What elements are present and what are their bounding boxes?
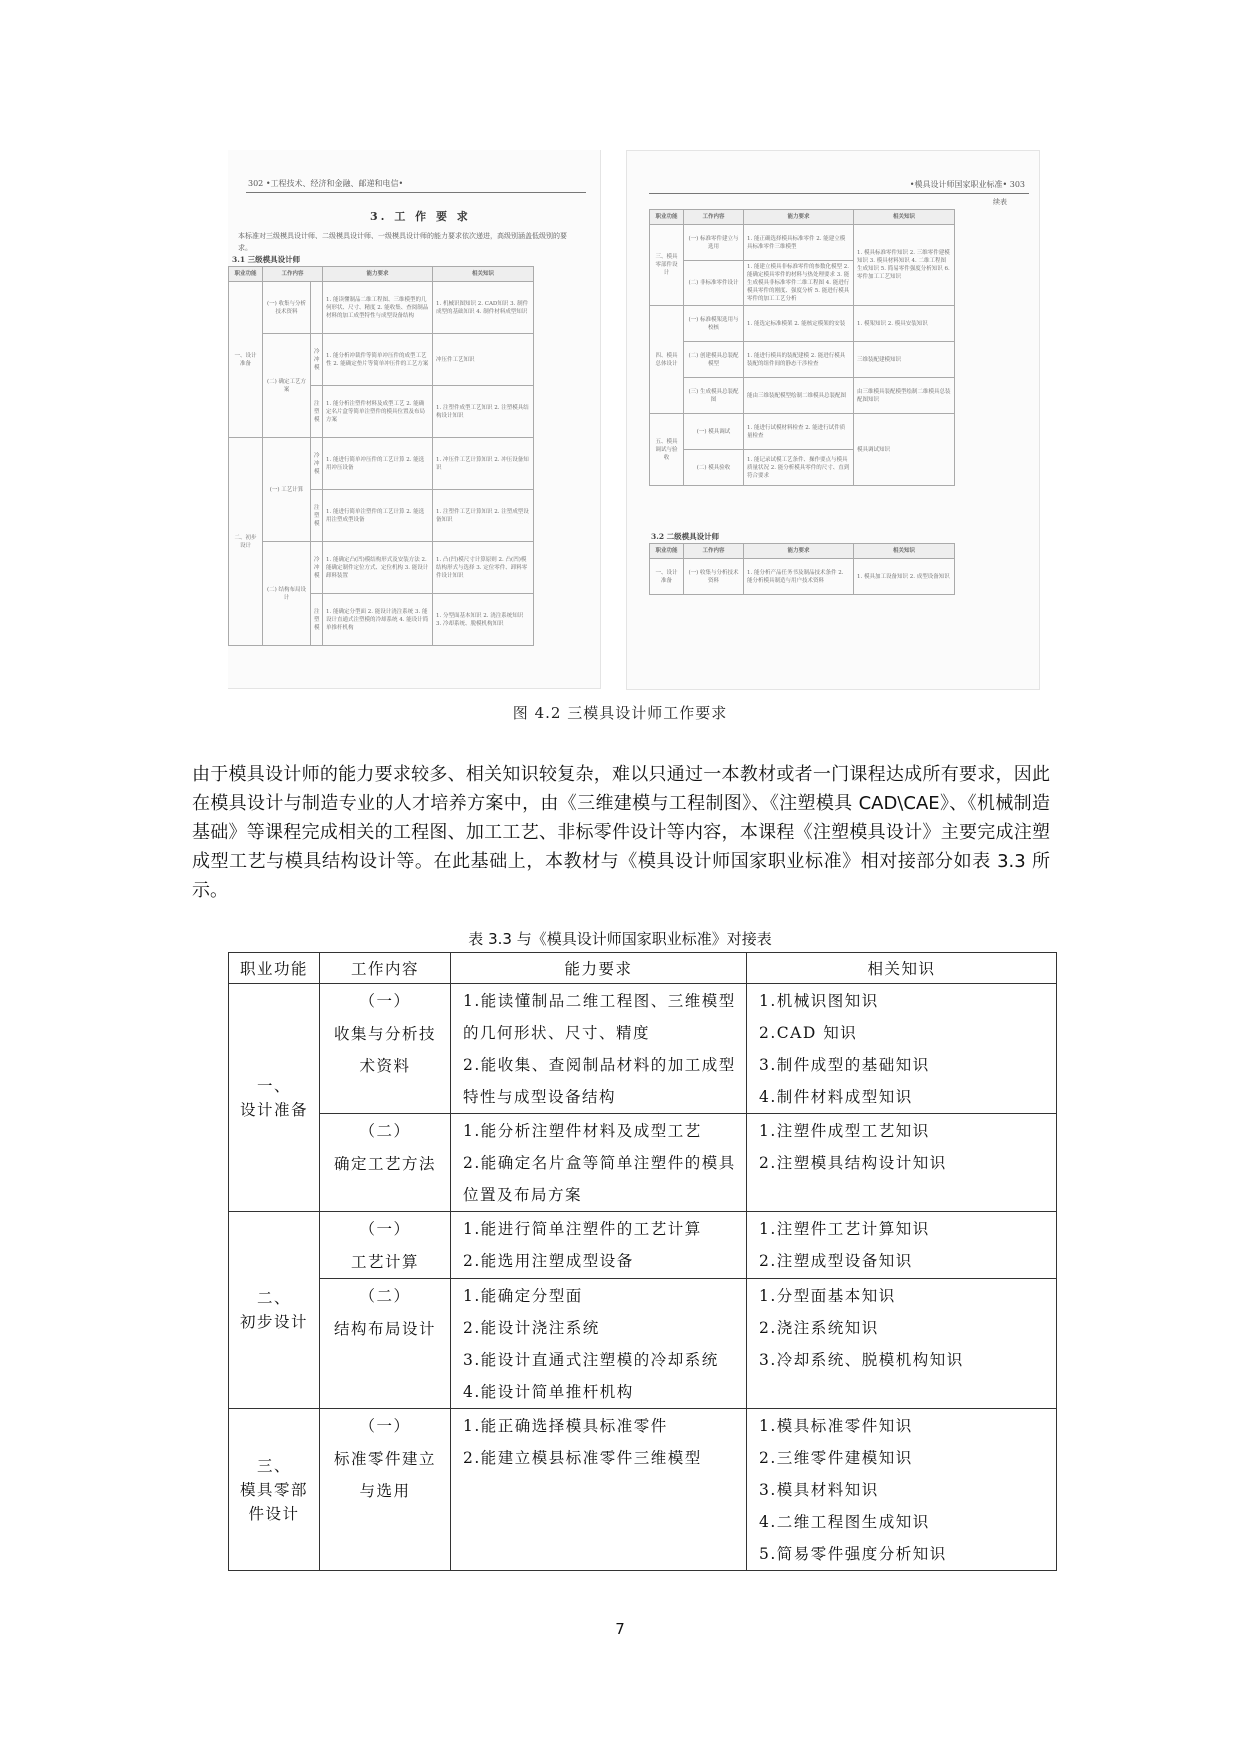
figure-table-row — [229, 282, 534, 334]
work-content-line: （一） — [359, 1417, 411, 1435]
figure-sub-cell: 冷冲模 — [311, 334, 323, 386]
work-content-line: （二） — [359, 1122, 411, 1140]
figure-table-header-row — [229, 267, 534, 282]
figure-func-cell: 一、设计准备 — [650, 559, 684, 595]
figure-knowledge-cell: 1. 机械识图知识 2. CAD知识 3. 制件成型的基础知识 4. 制件材料成型知识 — [433, 282, 534, 334]
figure-ability-cell: 1. 能选定标准模架 2. 能核定模架的安装 — [744, 306, 854, 342]
ability-line: 1.能正确选择模具标准零件 — [463, 1417, 668, 1435]
header-cell: 工作内容 — [320, 953, 451, 984]
figure-ability-cell: 1. 能分析产品任务书及制品技术条件 2. 能分析模具制造与用户技术资料 — [744, 559, 854, 595]
figure-work-cell: (一) 标准零件建立与选用 — [684, 225, 744, 261]
figure-table-header-row — [650, 544, 955, 559]
figure-knowledge-cell: 模具调试知识 — [854, 414, 955, 486]
job-function-line: 三、 — [256, 1456, 291, 1475]
figure-table-row — [229, 542, 534, 594]
job-function-line: 模具零部 — [239, 1480, 308, 1499]
figure-work-cell: (二) 确定工艺方案 — [263, 334, 311, 438]
knowledge-line: 2.三维零件建模知识 — [759, 1449, 913, 1467]
figure-sub-cell — [311, 282, 323, 334]
figure-work-cell: (一) 模具调试 — [684, 414, 744, 450]
figure-sub-cell: 注塑模 — [311, 490, 323, 542]
figure-sub-cell: 冷冲模 — [311, 542, 323, 594]
figure-ability-cell: 1. 能分析注塑件材料及成型工艺 2. 能确定名片盒等简单注塑件的模具位置及布局方案 — [323, 386, 433, 438]
knowledge-line: 4.制件材料成型知识 — [759, 1088, 913, 1106]
table-row — [229, 1114, 1057, 1212]
figure-header-cell: 相关知识 — [854, 544, 955, 559]
figure-work-cell: (一) 收集与分析技术资料 — [684, 559, 744, 595]
ability-line: 3.能设计直通式注塑模的冷却系统 — [463, 1351, 719, 1369]
job-function-line: 件设计 — [248, 1504, 300, 1523]
figure-title: 3. 工 作 要 求 — [370, 210, 471, 223]
page-number: 7 — [615, 1620, 625, 1638]
ability-line: 2.能确定名片盒等简单注塑件的模具 — [463, 1154, 736, 1172]
figure-table-row — [650, 342, 955, 378]
figure-ability-cell: 1. 能进行模具的装配建模 2. 能进行模具装配的组件间的静态干涉检查 — [744, 342, 854, 378]
ability-line: 2.能建立模县标准零件三维模型 — [463, 1449, 702, 1467]
knowledge-line: 2.注塑模具结构设计知识 — [759, 1154, 947, 1172]
standards-mapping-table — [228, 952, 1057, 1571]
figure-knowledge-cell: 1. 注塑件成型工艺知识 2. 注塑模具结构设计知识 — [433, 386, 534, 438]
figure-knowledge-cell: 由三维模具装配模型绘制二维模具总装配图知识 — [854, 378, 955, 414]
ability-line: 1.能进行简单注塑件的工艺计算 — [463, 1220, 702, 1238]
figure-ability-cell: 1. 能进行试模材料检查 2. 能进行试件质量检查 — [744, 414, 854, 450]
knowledge-line: 1.模具标准零件知识 — [759, 1417, 913, 1435]
figure-caption: 图 4.2 三模具设计师工作要求 — [512, 704, 728, 722]
figure-table-row — [229, 334, 534, 386]
figure-func-cell: 四、模具总体设计 — [650, 306, 684, 414]
figure-header-cell: 职业功能 — [650, 544, 684, 559]
work-content-line: 术资料 — [359, 1057, 411, 1075]
figure-func-cell: 一、设计准备 — [229, 282, 263, 438]
table-caption: 表 3.3 与《模具设计师国家职业标准》对接表 — [468, 930, 772, 948]
ability-cell — [451, 1279, 747, 1409]
table-row — [229, 1409, 1057, 1571]
ability-cell — [451, 1114, 747, 1212]
work-content-cell — [320, 1279, 451, 1409]
figure-knowledge-cell: 1. 模具加工设备知识 2. 成型设备知识 — [854, 559, 955, 595]
knowledge-line: 3.模具材料知识 — [759, 1481, 879, 1499]
figure-table-row — [650, 306, 955, 342]
job-function-cell — [229, 984, 320, 1212]
job-function-line: 设计准备 — [239, 1100, 308, 1119]
knowledge-line: 1.注塑件成型工艺知识 — [759, 1122, 930, 1140]
figure-header-cell: 工作内容 — [684, 544, 744, 559]
figure-func-cell: 二、初步设计 — [229, 438, 263, 646]
figure-knowledge-cell: 1. 注塑件工艺计算知识 2. 注塑成型设备知识 — [433, 490, 534, 542]
ability-line: 2.能选用注塑成型设备 — [463, 1252, 634, 1270]
figure-header-cell: 能力要求 — [744, 210, 854, 225]
figure-header-cell: 职业功能 — [229, 267, 263, 282]
ability-cell — [451, 1212, 747, 1279]
figure-ability-cell: 1. 能读懂制品二维工程图、三维模型的几何形状、尺寸、精度 2. 能收集、查阅制品材料的加工成型特性与成型设备结构 — [323, 282, 433, 334]
figure-table-row — [229, 438, 534, 490]
knowledge-cell — [747, 1114, 1057, 1212]
work-content-cell — [320, 1212, 451, 1279]
figure-work-cell: (二) 结构布局设计 — [263, 542, 311, 646]
figure-ability-cell: 1. 能确定分型面 2. 能设计浇注系统 3. 能设计直通式注塑模的冷却系统 4. 能设计简单推杆机构 — [323, 594, 433, 646]
ability-line: 1.能确定分型面 — [463, 1287, 583, 1305]
figure-knowledge-cell: 冲压件工艺知识 — [433, 334, 534, 386]
figure-header-cell: 相关知识 — [433, 267, 534, 282]
knowledge-line: 3.冷却系统、脱模机构知识 — [759, 1351, 964, 1369]
figure-ability-cell: 1. 能记录试模工艺条件、操作要点与模具质量状况 2. 能分析模具零件的尺寸、直到符合要求 — [744, 450, 854, 486]
ability-line: 1.能读懂制品二维工程图、三维模型 — [463, 992, 736, 1010]
figure-sub-cell: 冷冲模 — [311, 438, 323, 490]
ability-cell — [451, 984, 747, 1114]
figure-section: 3.1 三级模具设计师 — [232, 255, 301, 264]
running-head: •模具设计师国家职业标准• 303 — [909, 180, 1025, 189]
figure-sub-cell: 注塑模 — [311, 386, 323, 438]
knowledge-line: 2.注塑成型设备知识 — [759, 1252, 913, 1270]
knowledge-line: 1.机械识图知识 — [759, 992, 879, 1010]
work-content-cell — [320, 1409, 451, 1571]
figure-table-row — [650, 378, 955, 414]
figure-header-cell: 工作内容 — [684, 210, 744, 225]
figure-work-cell: (三) 生成模具总装配图 — [684, 378, 744, 414]
figure-table-row — [650, 559, 955, 595]
figure-knowledge-cell: 1. 模具标准零件知识 2. 三维零件建模知识 3. 模具材料知识 4. 二维工程图生成知识 5. 简易零件强度分析知识 6. 零件加工工艺知识 — [854, 225, 955, 306]
work-content-line: 确定工艺方法 — [333, 1154, 436, 1173]
figure-sub-cell: 注塑模 — [311, 594, 323, 646]
work-content-line: 与选用 — [359, 1482, 411, 1500]
knowledge-cell — [747, 1212, 1057, 1279]
header-cell: 相关知识 — [747, 953, 1057, 984]
figure-table-row — [650, 225, 955, 261]
job-function-cell — [229, 1409, 320, 1571]
figure-table-right-2 — [649, 543, 955, 595]
figure-header-cell: 工作内容 — [263, 267, 323, 282]
knowledge-line: 3.制件成型的基础知识 — [759, 1056, 930, 1074]
table-header-row — [229, 953, 1057, 984]
figure-header-cell: 职业功能 — [650, 210, 684, 225]
figure-knowledge-cell: 1. 模架知识 2. 模具安装知识 — [854, 306, 955, 342]
figure-knowledge-cell: 三维装配建模知识 — [854, 342, 955, 378]
figure-func-cell: 五、模具调试与验收 — [650, 414, 684, 486]
figure-knowledge-cell: 1. 凸(凹)模尺寸计算原则 2. 凸(凹)模结构形式与选择 3. 定位零件、卸料零件设计知识 — [433, 542, 534, 594]
running-head: 302 •工程技术、经济和金融、邮递和电信• — [248, 179, 404, 188]
work-content-line: 收集与分析技 — [333, 1024, 436, 1043]
figure-work-cell: (二) 非标准零件设计 — [684, 261, 744, 306]
figure-work-cell: (二) 创建模具总装配模型 — [684, 342, 744, 378]
figure-table-right — [649, 209, 955, 486]
ability-line: 1.能分析注塑件材料及成型工艺 — [463, 1122, 702, 1140]
knowledge-line: 1.分型面基本知识 — [759, 1287, 896, 1305]
job-function-line: 一、 — [256, 1076, 291, 1095]
knowledge-cell — [747, 984, 1057, 1114]
ability-cell — [451, 1409, 747, 1571]
table-row — [229, 1279, 1057, 1409]
work-content-cell — [320, 984, 451, 1114]
figure-work-cell: (二) 模具验收 — [684, 450, 744, 486]
figure-right-page — [626, 150, 1040, 690]
work-content-line: （一） — [359, 992, 411, 1010]
job-function-cell — [229, 1212, 320, 1409]
figure-knowledge-cell: 1. 分型面基本知识 2. 浇注系统知识 3. 冷却系统、脱模机构知识 — [433, 594, 534, 646]
knowledge-line: 4.二维工程图生成知识 — [759, 1513, 930, 1531]
continued-label: 续表 — [993, 198, 1007, 206]
job-function-line: 二、 — [256, 1289, 291, 1307]
body-paragraph: 由于模具设计师的能力要求较多、相关知识较复杂，难以只通过一本教材或者一门课程达成所有要求，因此在模具设计与制造专业的人才培养方案中，由《三维建模与工程制图》、《注塑模具 CAD\CAE》、《机械制造基础》等课程完成相关的工程图、加工工艺、非标零件设计等内容，本课程《注塑模具设计》主要完成注塑成型工艺与模具结构设计等。在此基础上，本教材与《模具设计师国家职业标准》相对接部分如表 3.3 所示。 — [192, 764, 1050, 901]
figure-table-left — [228, 266, 534, 646]
table-row — [229, 984, 1057, 1114]
figure-table-row — [650, 414, 955, 450]
work-content-line: （一） — [359, 1220, 411, 1238]
figure-ability-cell: 1. 能正确选择模具标准零件 2. 能建立模具标准零件三维模型 — [744, 225, 854, 261]
knowledge-line: 2.浇注系统知识 — [759, 1319, 879, 1337]
work-content-line: 结构布局设计 — [333, 1319, 436, 1338]
ability-line: 的几何形状、尺寸、精度 — [463, 1024, 651, 1042]
table-row — [229, 1212, 1057, 1279]
ability-line: 位置及布局方案 — [463, 1186, 583, 1204]
figure-header-cell: 能力要求 — [323, 267, 433, 282]
work-content-line: 工艺计算 — [350, 1252, 419, 1271]
figure-table-header-row — [650, 210, 955, 225]
figure-work-cell: (一) 工艺计算 — [263, 438, 311, 542]
ability-line: 2.能收集、查阅制品材料的加工成型 — [463, 1056, 736, 1074]
knowledge-cell — [747, 1409, 1057, 1571]
figure-header-cell: 相关知识 — [854, 210, 955, 225]
header-cell: 能力要求 — [451, 953, 747, 984]
knowledge-cell — [747, 1279, 1057, 1409]
ability-line: 特性与成型设备结构 — [463, 1088, 617, 1106]
ability-line: 4.能设计简单推杆机构 — [463, 1383, 634, 1401]
job-function-line: 初步设计 — [239, 1313, 308, 1331]
knowledge-line: 1.注塑件工艺计算知识 — [759, 1220, 930, 1238]
figure-ability-cell: 1. 能建立模具非标准零件的参数化模型 2. 能确定模具零件的材料与热处理要求 3. 能生成模具非标准零件二维工程图 4. 能进行模具零件的刚度、强度分析 5. 能进行模具零件的加工工艺分析 — [744, 261, 854, 306]
work-content-line: （二） — [359, 1287, 411, 1305]
figure-left-page — [228, 150, 601, 689]
work-content-line: 标准零件建立 — [333, 1449, 436, 1468]
figure-ability-cell: 1. 能分析冲裁件等简单冲压件的成型工艺性 2. 能确定垫片等简单冲压件的工艺方案 — [323, 334, 433, 386]
figure-ability-cell: 能由三维装配模型绘制二维模具总装配图 — [744, 378, 854, 414]
header-cell: 职业功能 — [229, 953, 320, 984]
figure-knowledge-cell: 1. 冲压件工艺计算知识 2. 冲压设备知识 — [433, 438, 534, 490]
figure-work-cell: (一) 收集与分析技术资料 — [263, 282, 311, 334]
work-content-cell — [320, 1114, 451, 1212]
knowledge-line: 2.CAD 知识 — [759, 1024, 858, 1042]
header-rule — [649, 193, 1029, 194]
figure-work-cell: (一) 标准模架选用与校核 — [684, 306, 744, 342]
figure-ability-cell: 1. 能进行简单冲压件的工艺计算 2. 能选用冲压设备 — [323, 438, 433, 490]
knowledge-line: 5.简易零件强度分析知识 — [759, 1545, 947, 1563]
figure-func-cell: 三、模具零部件设计 — [650, 225, 684, 306]
figure-section: 3.2 二级模具设计师 — [651, 532, 720, 541]
figure-ability-cell: 1. 能确定凸(凹)模结构形式及安装方法 2. 能确定制件定位方式、定位机构 3. 能设计卸料装置 — [323, 542, 433, 594]
figure-header-cell: 能力要求 — [744, 544, 854, 559]
figure-intro: 本标准对三级模具设计师、二级模具设计师、一级模具设计师的能力要求依次递进，高级别涵盖低级别的要求。 — [238, 232, 567, 252]
ability-line: 2.能设计浇注系统 — [463, 1319, 600, 1337]
header-rule — [246, 192, 586, 193]
figure-ability-cell: 1. 能进行简单注塑件的工艺计算 2. 能选用注塑成型设备 — [323, 490, 433, 542]
